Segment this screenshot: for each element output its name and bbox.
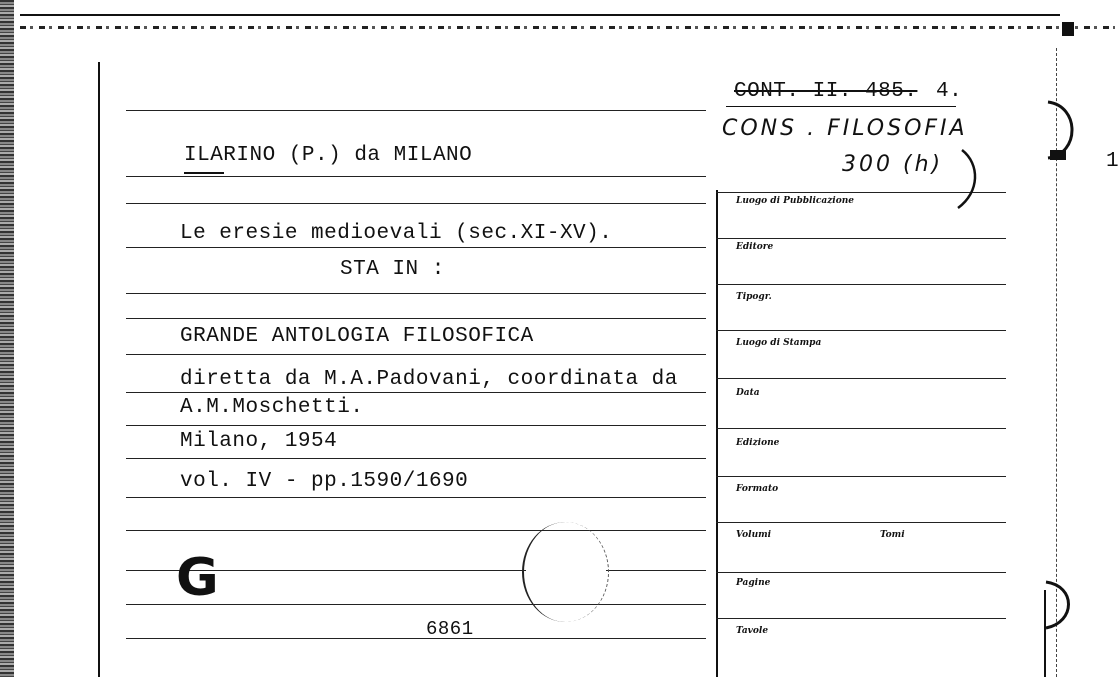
field-volumi: Volumi [736, 530, 772, 540]
field-data: Data [736, 388, 760, 398]
rule-line [126, 392, 706, 393]
field-column-line [716, 190, 718, 677]
rule-line [126, 425, 706, 426]
sta-in-line: STA IN : [340, 258, 445, 281]
author-line: ILARINO (P.) da MILANO [184, 144, 473, 167]
rule-line [126, 354, 706, 355]
collection-line: GRANDE ANTOLOGIA FILOSOFICA [180, 325, 534, 348]
place-year-line: Milano, 1954 [180, 430, 338, 453]
rule-line [126, 497, 706, 498]
field-rule [716, 618, 1006, 619]
inventory-number: 6861 [426, 618, 474, 640]
shelfmark-suffix: 4. [936, 80, 963, 103]
field-tavole: Tavole [736, 626, 769, 636]
top-edge [20, 14, 1060, 16]
field-rule [716, 238, 1006, 239]
field-rule [716, 330, 1006, 331]
field-tomi: Tomi [880, 530, 905, 540]
volume-pages-line: vol. IV - pp.1590/1690 [180, 470, 469, 493]
rule-line [126, 638, 706, 639]
field-rule [716, 476, 1006, 477]
shelfmark-underline [726, 106, 956, 107]
shelfmark-crossed: CONT. II. 485. [734, 80, 918, 103]
rule-line [126, 458, 706, 459]
field-luogo-stampa: Luogo di Stampa [736, 338, 822, 348]
class-letter: G [176, 548, 219, 608]
field-rule [716, 522, 1006, 523]
handwritten-number: 300 (h) [842, 152, 944, 177]
rule-line [126, 176, 706, 177]
author-underline [184, 172, 224, 174]
field-editore: Editore [736, 242, 774, 252]
field-tipografia: Tipogr. [736, 292, 772, 302]
rule-line [126, 318, 706, 319]
punch-hole [522, 522, 609, 622]
title-line: Le eresie medioevali (sec.XI-XV). [180, 222, 613, 245]
rule-line [126, 247, 706, 248]
rule-line [126, 203, 706, 204]
left-binding-edge [0, 0, 14, 677]
field-edizione: Edizione [736, 438, 780, 448]
rule-line [126, 530, 706, 531]
right-edge-mark [1050, 150, 1066, 160]
top-edge-scan-noise [20, 26, 1115, 29]
field-rule [716, 572, 1006, 573]
field-rule [716, 284, 1006, 285]
left-margin-line [98, 62, 100, 677]
right-edge-digit: 1 [1106, 150, 1119, 173]
rule-line [126, 110, 706, 111]
rule-line [606, 570, 706, 571]
handwritten-collocation: CONS . FILOSOFIA [722, 116, 968, 141]
rule-line [126, 293, 706, 294]
editors-line-1: diretta da M.A.Padovani, coordinata da [180, 368, 678, 391]
editors-line-2: A.M.Moschetti. [180, 396, 364, 419]
field-rule [716, 378, 1006, 379]
field-rule [716, 428, 1006, 429]
field-formato: Formato [736, 484, 779, 494]
handwritten-bracket [950, 146, 990, 212]
right-edge-bracket-bottom [1040, 576, 1090, 636]
field-pagine: Pagine [736, 578, 771, 588]
top-right-tab [1062, 22, 1074, 36]
field-luogo-pubblicazione: Luogo di Pubblicazione [736, 196, 854, 206]
